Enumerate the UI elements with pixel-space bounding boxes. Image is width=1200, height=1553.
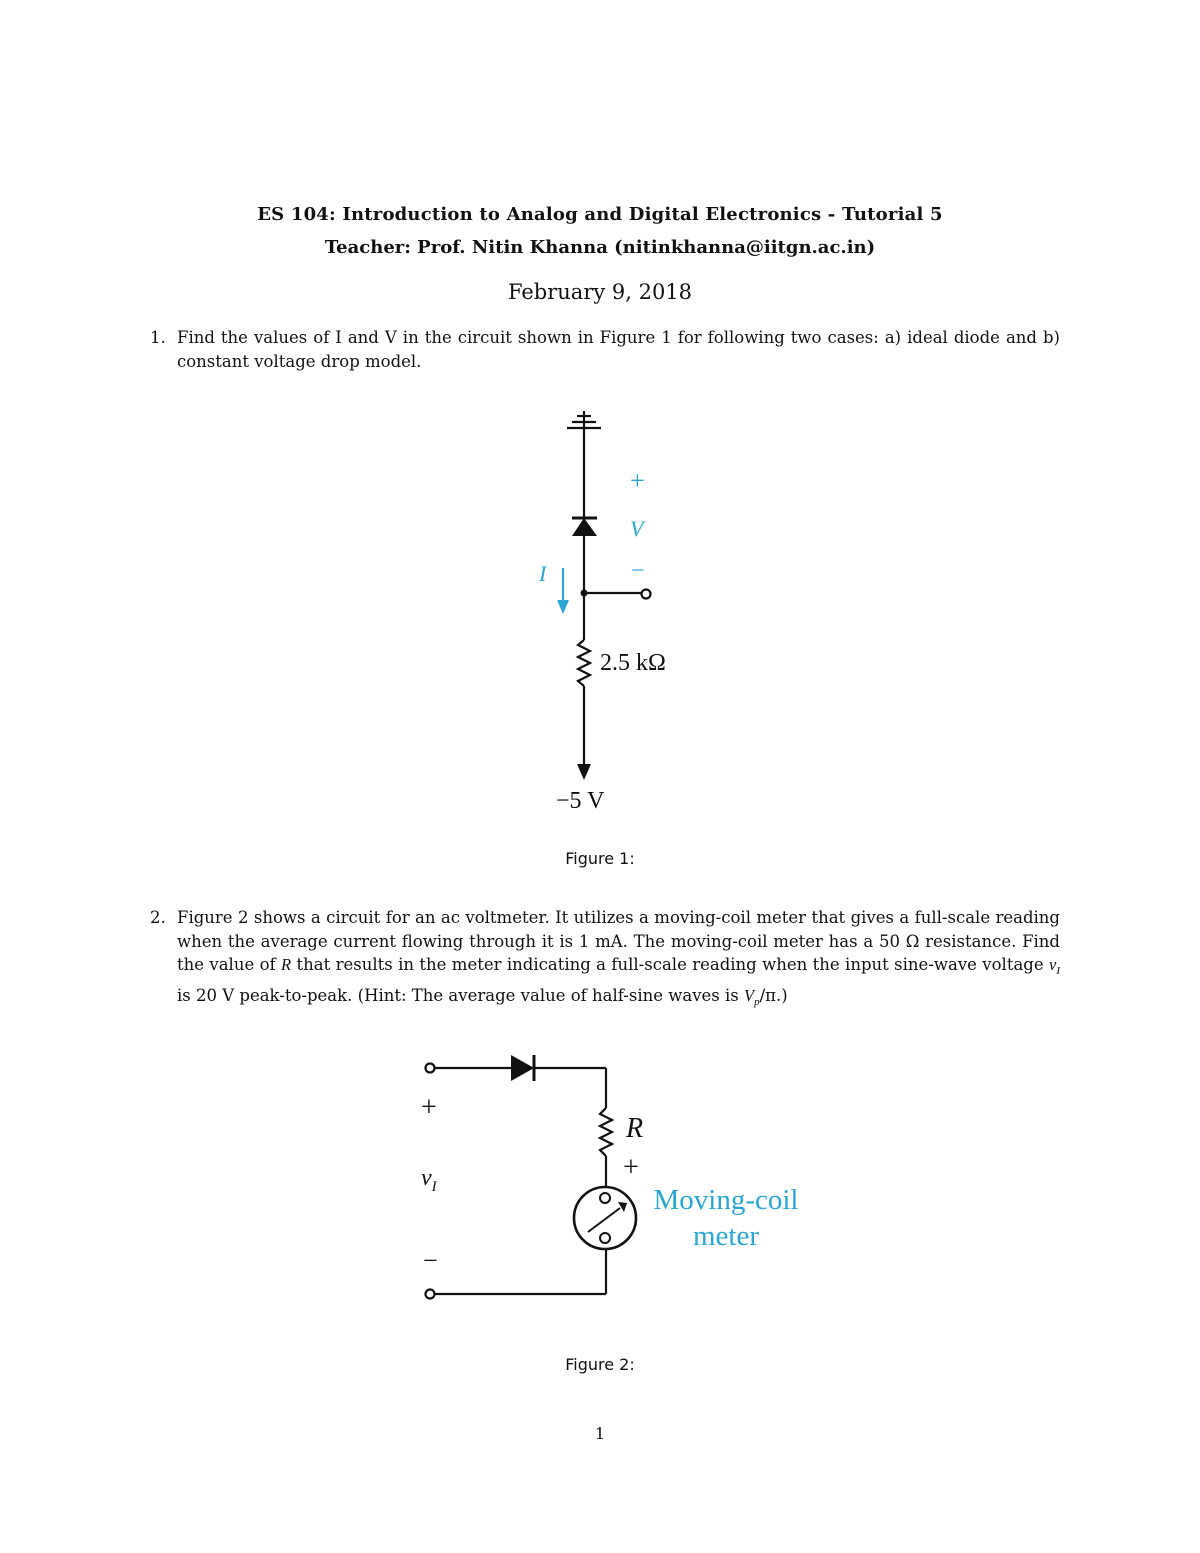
- fig1-resistor-label: 2.5 kΩ: [600, 650, 666, 676]
- fig2-plus-sign: +: [421, 1092, 437, 1123]
- fig1-voltage-label: V: [630, 516, 644, 541]
- question-text: Find the values of I and V in the circuit shown in Figure 1 for following two cases: a) ideal diode and b) constant voltage drop model.: [177, 328, 1060, 371]
- fig2-minus-sign: −: [423, 1246, 438, 1275]
- fig1-current-label: I: [539, 561, 547, 586]
- input-terminal-top: [426, 1064, 435, 1073]
- teacher-line: Teacher: Prof. Nitin Khanna (nitinkhanna@iitgn.ac.in): [324, 237, 876, 258]
- input-terminal-bottom: [426, 1290, 435, 1299]
- fig2-resistor-label: R: [626, 1113, 644, 1144]
- document-title: ES 104: Introduction to Analog and Digital Electronics - Tutorial 5: [257, 204, 943, 225]
- figure-2-caption: Figure 2:: [565, 1355, 635, 1374]
- meter-needle-tip: [618, 1202, 627, 1212]
- resistor-r: [600, 1108, 612, 1156]
- meter-needle: [588, 1208, 620, 1232]
- question-number: 2.: [150, 908, 166, 927]
- meter-terminal-bottom: [600, 1233, 610, 1243]
- meter-terminal-top: [600, 1193, 610, 1203]
- question-number: 1.: [150, 328, 166, 347]
- fig1-minus-sign: −: [631, 558, 645, 584]
- question-text: Figure 2 shows a circuit for an ac voltmeter. It utilizes a moving-coil meter that gives a full-scale reading when the average current flowing through it is 1 mA. The moving-coil meter has a 50 Ω resistance. Find the value of R that results in the meter indicating a full-scale reading when the input sine-wave voltage $v_I$ is 20 V peak-to-peak. (Hint: The average value of half-sine waves is $V_p/\pi$.): [177, 908, 1060, 1009]
- fig2-meter-plus: +: [623, 1152, 639, 1183]
- diode-2-triangle: [511, 1055, 534, 1081]
- question-2: [150, 906, 1060, 1015]
- fig1-supply-label: −5 V: [556, 788, 605, 814]
- document-date: February 9, 2018: [507, 280, 693, 304]
- fig2-meter-label: Moving-coil meter: [653, 1184, 799, 1252]
- figure-1-caption: Figure 1:: [565, 849, 635, 868]
- fig2-input-label: $v_I$: [421, 1165, 437, 1195]
- fig1-plus-sign: +: [630, 466, 645, 495]
- page-number: 1: [594, 1424, 606, 1443]
